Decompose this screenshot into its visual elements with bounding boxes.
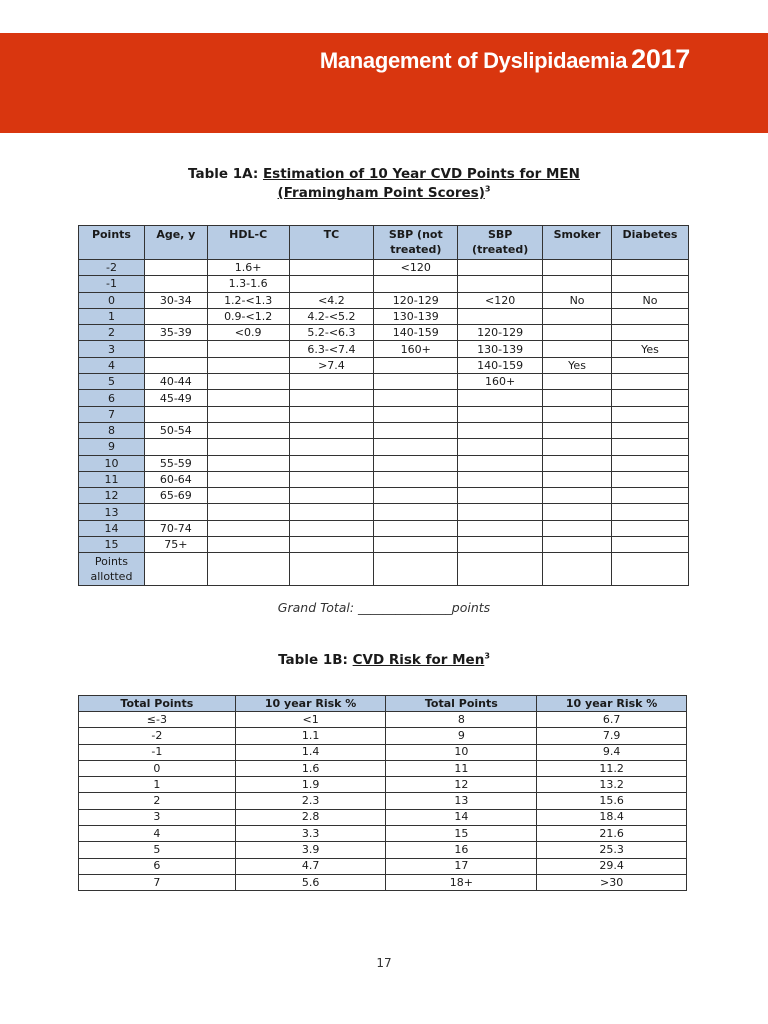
table-row: [79, 341, 689, 357]
table-cell: [612, 488, 689, 504]
table-cell: 1.9: [235, 777, 386, 793]
table-cell: [543, 390, 612, 406]
table-header-row: [79, 696, 687, 712]
table-row: [79, 777, 687, 793]
table-cell: [207, 504, 289, 520]
table-cell: No: [612, 292, 689, 308]
table-cell: 15: [386, 826, 537, 842]
table-cell: 12: [386, 777, 537, 793]
table-cell: 12: [79, 488, 145, 504]
table-cell: 2: [79, 793, 236, 809]
col-header-sbp-not-treated: SBP (not treated): [374, 226, 458, 260]
table-cell: [374, 422, 458, 438]
table-row: [79, 260, 689, 276]
table-cell: [374, 357, 458, 373]
col-header-points: Points: [79, 226, 145, 260]
table-row: [79, 406, 689, 422]
table-row: [79, 422, 689, 438]
framingham-points-table: [78, 225, 689, 586]
table-row: [79, 292, 689, 308]
table-cell: [374, 439, 458, 455]
cvd-risk-table: [78, 695, 687, 891]
table-row: [79, 325, 689, 341]
table-cell: [543, 260, 612, 276]
table-cell: [289, 260, 374, 276]
col-header-hdl: HDL-C: [207, 226, 289, 260]
table-row: [79, 357, 689, 373]
table-cell: [207, 439, 289, 455]
table-cell: [612, 325, 689, 341]
table-cell: [543, 325, 612, 341]
table-cell: 30-34: [144, 292, 207, 308]
table-cell: 29.4: [537, 858, 687, 874]
table-cell: [289, 390, 374, 406]
table-cell: [458, 520, 543, 536]
table-cell: 6: [79, 858, 236, 874]
table-cell: [612, 308, 689, 324]
table-cell: [207, 471, 289, 487]
table-cell: [207, 390, 289, 406]
table-cell: 1.3-1.6: [207, 276, 289, 292]
table-cell: 130-139: [458, 341, 543, 357]
table-cell: 45-49: [144, 390, 207, 406]
table-cell: [144, 357, 207, 373]
table-cell: 0: [79, 760, 236, 776]
table-cell: [612, 422, 689, 438]
table-cell: [374, 406, 458, 422]
table-cell: 14: [79, 520, 145, 536]
table-cell: [612, 260, 689, 276]
table-cell: [543, 308, 612, 324]
table-cell: [289, 374, 374, 390]
table-cell: 4: [79, 826, 236, 842]
table-cell: [374, 390, 458, 406]
table-cell: [374, 455, 458, 471]
table-cell: 14: [386, 809, 537, 825]
table-cell: 3: [79, 809, 236, 825]
table-cell: [543, 439, 612, 455]
table-cell: 15: [79, 537, 145, 553]
table-cell: [289, 504, 374, 520]
points-allotted-cell: [289, 553, 374, 586]
table-row: [79, 826, 687, 842]
table-cell: Yes: [543, 357, 612, 373]
table-cell: [612, 406, 689, 422]
points-allotted-cell: [612, 553, 689, 586]
col-header-diabetes: Diabetes: [612, 226, 689, 260]
table-cell: [374, 374, 458, 390]
table-cell: [612, 520, 689, 536]
table-cell: 40-44: [144, 374, 207, 390]
points-allotted-cell: [207, 553, 289, 586]
table-1a-ref: 3: [484, 184, 491, 194]
table-cell: >30: [537, 874, 687, 890]
table-1b-ref: 3: [484, 651, 490, 661]
table-cell: 6.3-<7.4: [289, 341, 374, 357]
table-cell: 10: [386, 744, 537, 760]
table-cell: [543, 422, 612, 438]
table-row: [79, 793, 687, 809]
col-header-total-points: Total Points: [79, 696, 236, 712]
table-cell: [543, 276, 612, 292]
table-cell: 16: [386, 842, 537, 858]
table-cell: -2: [79, 260, 145, 276]
table-row: [79, 728, 687, 744]
table-cell: [207, 406, 289, 422]
table-1a-title-line2: (Framingham Point Scores): [277, 185, 485, 201]
table-cell: 8: [386, 712, 537, 728]
table-row: [79, 809, 687, 825]
table-cell: [144, 504, 207, 520]
col-header-risk: 10 year Risk %: [235, 696, 386, 712]
table-cell: 1.6+: [207, 260, 289, 276]
table-cell: 13.2: [537, 777, 687, 793]
document-year: 2017: [631, 44, 690, 74]
table-cell: 13: [386, 793, 537, 809]
table-row: [79, 488, 689, 504]
table-cell: 13: [79, 504, 145, 520]
table-cell: [458, 488, 543, 504]
table-cell: [612, 357, 689, 373]
table-row: [79, 858, 687, 874]
table-cell: [543, 488, 612, 504]
table-cell: 7: [79, 406, 145, 422]
table-cell: [374, 488, 458, 504]
table-cell: 1.6: [235, 760, 386, 776]
table-cell: 120-129: [458, 325, 543, 341]
table-cell: [289, 455, 374, 471]
col-header-smoker: Smoker: [543, 226, 612, 260]
table-cell: -1: [79, 744, 236, 760]
table-cell: [543, 406, 612, 422]
table-cell: 11: [79, 471, 145, 487]
table-cell: [374, 520, 458, 536]
table-cell: [207, 357, 289, 373]
table-row: [79, 439, 689, 455]
table-cell: [207, 537, 289, 553]
table-cell: >7.4: [289, 357, 374, 373]
table-cell: [458, 471, 543, 487]
table-cell: <0.9: [207, 325, 289, 341]
table-cell: 3: [79, 341, 145, 357]
col-header-risk-2: 10 year Risk %: [537, 696, 687, 712]
table-cell: [207, 422, 289, 438]
points-allotted-cell: [543, 553, 612, 586]
table-cell: [543, 341, 612, 357]
table-1a-title-prefix: Table 1A:: [188, 166, 263, 182]
table-cell: 3.3: [235, 826, 386, 842]
table-cell: [458, 439, 543, 455]
table-1b-title-text: CVD Risk for Men: [352, 652, 485, 668]
table-cell: 4: [79, 357, 145, 373]
points-allotted-cell: [374, 553, 458, 586]
table-cell: [207, 488, 289, 504]
table-cell: 0.9-<1.2: [207, 308, 289, 324]
table-cell: [612, 439, 689, 455]
table-cell: 1.1: [235, 728, 386, 744]
table-cell: 0: [79, 292, 145, 308]
table-cell: [374, 471, 458, 487]
table-cell: 65-69: [144, 488, 207, 504]
table-cell: ≤-3: [79, 712, 236, 728]
table-cell: 11: [386, 760, 537, 776]
table-1b-title: [0, 652, 768, 668]
table-cell: 35-39: [144, 325, 207, 341]
table-cell: [612, 504, 689, 520]
table-cell: [144, 406, 207, 422]
table-1b-title-prefix: Table 1B:: [278, 652, 353, 668]
table-cell: [144, 439, 207, 455]
table-cell: [543, 504, 612, 520]
table-row: [79, 712, 687, 728]
table-row: [79, 760, 687, 776]
table-cell: 7.9: [537, 728, 687, 744]
table-cell: [612, 455, 689, 471]
table-row: [79, 874, 687, 890]
document-title-text: Management of Dyslipidaemia: [319, 48, 628, 73]
table-cell: [289, 276, 374, 292]
table-row: [79, 276, 689, 292]
table-cell: [458, 390, 543, 406]
table-cell: 7: [79, 874, 236, 890]
table-cell: 55-59: [144, 455, 207, 471]
table-cell: 140-159: [374, 325, 458, 341]
table-cell: 130-139: [374, 308, 458, 324]
table-cell: [144, 308, 207, 324]
table-cell: 160+: [458, 374, 543, 390]
table-cell: -2: [79, 728, 236, 744]
document-title: [320, 44, 690, 75]
table-cell: [612, 276, 689, 292]
table-cell: [543, 374, 612, 390]
table-cell: [374, 537, 458, 553]
table-1a-title: [0, 165, 768, 203]
table-cell: [612, 390, 689, 406]
table-cell: 50-54: [144, 422, 207, 438]
table-cell: 120-129: [374, 292, 458, 308]
table-cell: 1.4: [235, 744, 386, 760]
table-cell: 5: [79, 374, 145, 390]
table-cell: [374, 276, 458, 292]
table-cell: 18.4: [537, 809, 687, 825]
table-1a-title-line1: Estimation of 10 Year CVD Points for MEN: [262, 166, 580, 182]
table-cell: 15.6: [537, 793, 687, 809]
table-cell: [207, 520, 289, 536]
table-cell: <4.2: [289, 292, 374, 308]
points-allotted-cell: [144, 553, 207, 586]
table-row: [79, 520, 689, 536]
table-row: [79, 455, 689, 471]
table-cell: 160+: [374, 341, 458, 357]
table-cell: [543, 471, 612, 487]
table-cell: [458, 422, 543, 438]
table-cell: [612, 471, 689, 487]
table-cell: 5: [79, 842, 236, 858]
table-cell: [458, 308, 543, 324]
table-cell: 18+: [386, 874, 537, 890]
table-cell: 9: [79, 439, 145, 455]
table-cell: 2.8: [235, 809, 386, 825]
table-cell: 8: [79, 422, 145, 438]
table-cell: 10: [79, 455, 145, 471]
table-row: [79, 537, 689, 553]
table-cell: 11.2: [537, 760, 687, 776]
col-header-total-points-2: Total Points: [386, 696, 537, 712]
points-allotted-row: [79, 553, 689, 586]
table-cell: 3.9: [235, 842, 386, 858]
table-cell: 60-64: [144, 471, 207, 487]
table-cell: <120: [374, 260, 458, 276]
table-cell: 1: [79, 777, 236, 793]
table-cell: 4.2-<5.2: [289, 308, 374, 324]
col-header-tc: TC: [289, 226, 374, 260]
table-cell: 75+: [144, 537, 207, 553]
table-row: [79, 842, 687, 858]
table-cell: [289, 471, 374, 487]
table-cell: 6.7: [537, 712, 687, 728]
page-number: 17: [376, 956, 392, 970]
table-cell: <1: [235, 712, 386, 728]
table-cell: 5.2-<6.3: [289, 325, 374, 341]
col-header-age: Age, y: [144, 226, 207, 260]
table-cell: 6: [79, 390, 145, 406]
table-cell: [458, 276, 543, 292]
table-cell: [374, 504, 458, 520]
table-cell: 70-74: [144, 520, 207, 536]
table-row: [79, 504, 689, 520]
table-cell: [207, 374, 289, 390]
table-cell: <120: [458, 292, 543, 308]
points-allotted-label: Points allotted: [79, 553, 145, 586]
table-cell: [289, 520, 374, 536]
table-cell: [289, 422, 374, 438]
table-cell: Yes: [612, 341, 689, 357]
table-cell: No: [543, 292, 612, 308]
table-cell: 9: [386, 728, 537, 744]
table-cell: [458, 260, 543, 276]
table-cell: [144, 260, 207, 276]
table-cell: [144, 341, 207, 357]
table-row: [79, 471, 689, 487]
table-cell: 25.3: [537, 842, 687, 858]
table-cell: 4.7: [235, 858, 386, 874]
table-cell: [207, 341, 289, 357]
table-cell: 2.3: [235, 793, 386, 809]
table-cell: [144, 276, 207, 292]
table-cell: 9.4: [537, 744, 687, 760]
table-cell: [289, 537, 374, 553]
grand-total: Grand Total: _______________points: [277, 600, 491, 615]
table-cell: 1: [79, 308, 145, 324]
table-cell: 21.6: [537, 826, 687, 842]
table-cell: [458, 537, 543, 553]
table-cell: 17: [386, 858, 537, 874]
table-cell: [207, 455, 289, 471]
table-row: [79, 744, 687, 760]
table-header-row: [79, 226, 689, 260]
table-cell: [543, 455, 612, 471]
table-cell: [458, 406, 543, 422]
table-cell: [289, 439, 374, 455]
table-cell: [543, 537, 612, 553]
table-row: [79, 374, 689, 390]
table-cell: [289, 488, 374, 504]
table-cell: [458, 504, 543, 520]
table-row: [79, 390, 689, 406]
table-cell: -1: [79, 276, 145, 292]
table-cell: [458, 455, 543, 471]
table-cell: 5.6: [235, 874, 386, 890]
table-row: [79, 308, 689, 324]
table-cell: [612, 374, 689, 390]
table-cell: 140-159: [458, 357, 543, 373]
table-cell: [612, 537, 689, 553]
table-cell: 2: [79, 325, 145, 341]
points-allotted-cell: [458, 553, 543, 586]
col-header-sbp-treated: SBP (treated): [458, 226, 543, 260]
table-cell: [289, 406, 374, 422]
table-cell: [543, 520, 612, 536]
table-cell: 1.2-<1.3: [207, 292, 289, 308]
